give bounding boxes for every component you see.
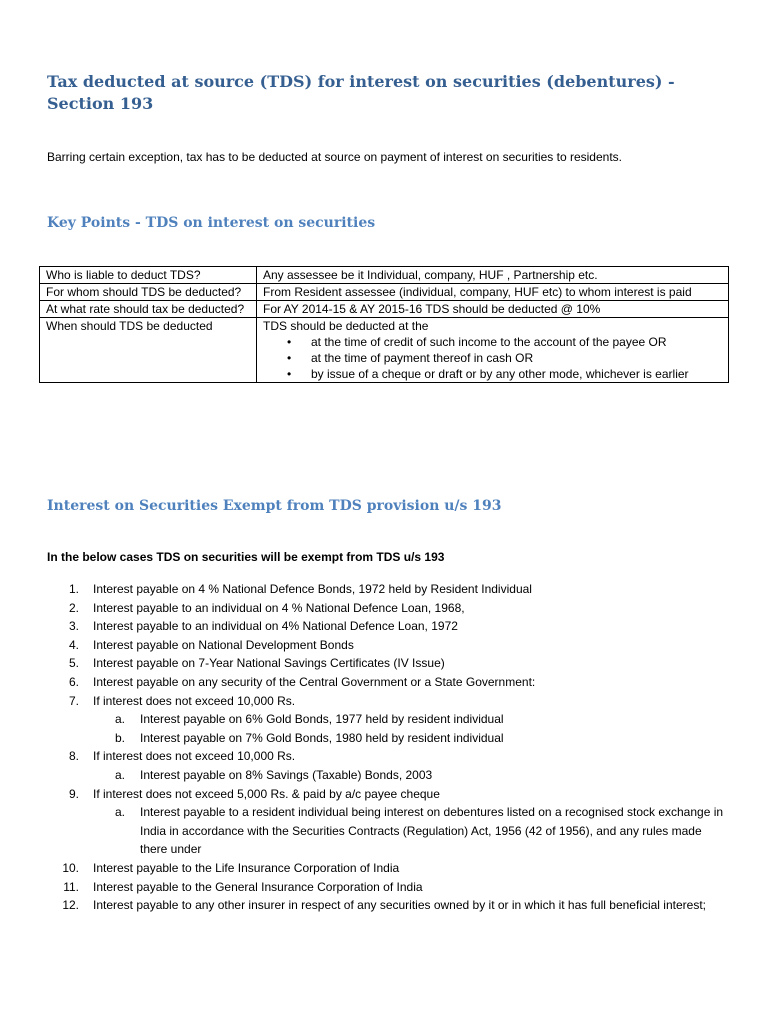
table-cell-question: For whom should TDS be deducted? (40, 284, 257, 301)
sub-list-item (93, 729, 727, 748)
sub-list (93, 766, 727, 785)
sub-list-item-text: Interest payable to a resident individual being interest on debentures listed on a recognised stock exchange in India in accordance with the Securities Contracts (Regulation) Act, 1956 (42 of 1956), and any rules made there under (140, 805, 724, 857)
list-item-text: Interest payable on National Development Bonds (93, 637, 354, 652)
list-item (47, 785, 727, 859)
list-item (47, 878, 727, 897)
exempt-heading: Interest on Securities Exempt from TDS provision u/s 193 (47, 498, 502, 514)
list-item-text: If interest does not exceed 10,000 Rs. (93, 749, 296, 764)
table-row (40, 267, 729, 284)
sub-list (93, 803, 727, 859)
bullet-text: at the time of payment thereof in cash OR (311, 351, 534, 365)
sub-list (93, 710, 727, 747)
list-item (47, 859, 727, 878)
sub-list-item (93, 710, 727, 729)
list-item-text: Interest payable to the General Insurance Corporation of India (93, 879, 423, 894)
exempt-lead: In the below cases TDS on securities will be exempt from TDS u/s 193 (47, 550, 445, 564)
list-number: 3. (68, 619, 79, 634)
table-row (40, 318, 729, 383)
table-cell-answer: For AY 2014-15 & AY 2015-16 TDS should be deducted @ 10% (257, 301, 729, 318)
key-points-heading: Key Points - TDS on interest on securities (47, 215, 376, 231)
list-item-text: If interest does not exceed 10,000 Rs. (93, 693, 296, 708)
sub-list-letter: a. (115, 767, 126, 782)
table-row (40, 301, 729, 318)
list-item-text: Interest payable on 7-Year National Savings Certificates (IV Issue) (93, 656, 445, 671)
sub-list-item (93, 803, 727, 859)
sub-list-item-text: Interest payable on 8% Savings (Taxable) Bonds, 2003 (140, 767, 433, 782)
list-item (47, 673, 727, 692)
list-item-text: Interest payable to any other insurer in respect of any securities owned by it or in which it has full beneficial interest; (93, 898, 706, 913)
list-item-text: Interest payable on any security of the Central Government or a State Government: (93, 674, 536, 689)
table-cell-answer: From Resident assessee (individual, company, HUF etc) to whom interest is paid (257, 284, 729, 301)
sub-list-item (93, 766, 727, 785)
bullet-text: at the time of credit of such income to the account of the payee OR (311, 335, 667, 349)
sub-list-item-text: Interest payable on 6% Gold Bonds, 1977 held by resident individual (140, 712, 504, 727)
table-row (40, 284, 729, 301)
list-item (47, 617, 727, 636)
bullet-icon: • (287, 367, 292, 381)
list-number: 8. (68, 749, 79, 764)
sub-list-letter: b. (115, 730, 126, 745)
list-number: 12. (62, 898, 79, 913)
bullet-item (287, 350, 722, 366)
sub-list-letter: a. (115, 712, 126, 727)
list-number: 6. (68, 674, 79, 689)
exempt-list (47, 580, 727, 915)
list-item (47, 580, 727, 599)
list-item-text: Interest payable to the Life Insurance Corporation of India (93, 860, 400, 875)
list-item (47, 747, 727, 784)
sub-list-item-text: Interest payable on 7% Gold Bonds, 1980 held by resident individual (140, 730, 504, 745)
bullet-item (287, 366, 722, 382)
answer-lead-text: TDS should be deducted at the (263, 319, 429, 333)
list-item (47, 599, 727, 618)
list-item (47, 636, 727, 655)
list-item-text: Interest payable on 4 % National Defence Bonds, 1972 held by Resident Individual (93, 582, 532, 596)
list-number: 5. (68, 656, 79, 671)
bullet-text: by issue of a cheque or draft or by any other mode, whichever is earlier (311, 367, 689, 381)
sub-list-letter: a. (115, 805, 126, 820)
list-number: 1. (68, 582, 79, 596)
table-cell-question: At what rate should tax be deducted? (40, 301, 257, 318)
list-number: 4. (68, 637, 79, 652)
list-item-text: Interest payable to an individual on 4 % National Defence Loan, 1968, (93, 600, 465, 615)
list-number: 2. (68, 600, 79, 615)
table-cell-answer (257, 318, 729, 383)
list-item-text: Interest payable to an individual on 4% National Defence Loan, 1972 (93, 619, 458, 634)
list-item-text: If interest does not exceed 5,000 Rs. & paid by a/c payee cheque (93, 786, 440, 801)
bullet-icon: • (287, 335, 292, 349)
bullet-item (287, 334, 722, 350)
list-item (47, 654, 727, 673)
intro-paragraph: Barring certain exception, tax has to be deducted at source on payment of interest on securities to residents. (47, 150, 622, 164)
key-points-table (39, 266, 729, 383)
bullet-icon: • (287, 351, 292, 365)
list-number: 7. (68, 693, 79, 708)
page-title: Tax deducted at source (TDS) for interest on securities (debentures) - Section 193 (47, 72, 675, 113)
table-cell-question: When should TDS be deducted (40, 318, 257, 383)
table-cell-question: Who is liable to deduct TDS? (40, 267, 257, 284)
list-item (47, 692, 727, 748)
list-number: 10. (62, 860, 79, 875)
list-item (47, 896, 727, 915)
bullet-list (263, 334, 722, 382)
list-number: 11. (63, 879, 79, 894)
list-number: 9. (68, 786, 79, 801)
table-cell-answer: Any assessee be it Individual, company, HUF , Partnership etc. (257, 267, 729, 284)
